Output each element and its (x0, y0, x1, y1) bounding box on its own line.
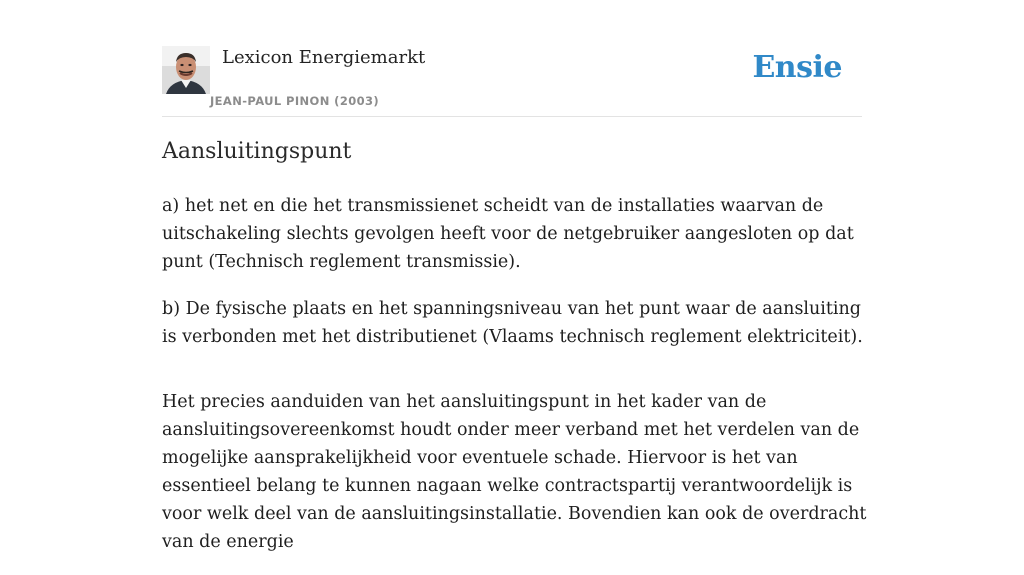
author-avatar[interactable] (162, 46, 210, 94)
author-name[interactable]: JEAN-PAUL PINON (2003) (210, 94, 380, 108)
brand-logo[interactable]: Ensie (752, 50, 842, 85)
explanation-paragraph: Het precies aanduiden van het aansluitingspunt in het kader van de aansluitingsovereenkomst houdt onder meer verband met het verdelen van de mogelijke aansprakelijkheid voor eventuele schade. Hiervoor is het van essentieel belang te kunnen nagaan welke contractspartij verantwoordelijk is voor welk deel van de aansluitingsinstallatie. Bovendien kan ook de overdracht van de energie (162, 392, 867, 552)
definition-b: b) De fysische plaats en het spanningsniveau van het punt waar de aansluiting is verbonden met het distributienet (Vlaams technisch reglement elektriciteit). (162, 299, 863, 347)
author-portrait-icon (162, 46, 210, 94)
entry-title: Aansluitingspunt (162, 139, 352, 164)
header (162, 46, 862, 117)
definition-a: a) het net en die het transmissienet scheidt van de installaties waarvan de uitschakeling slechts gevolgen heeft voor de netgebruiker aangesloten op dat punt (Technisch reglement transmissie). (162, 196, 854, 272)
entry-body (162, 192, 868, 575)
lexicon-title[interactable]: Lexicon Energiemarkt (222, 47, 426, 68)
